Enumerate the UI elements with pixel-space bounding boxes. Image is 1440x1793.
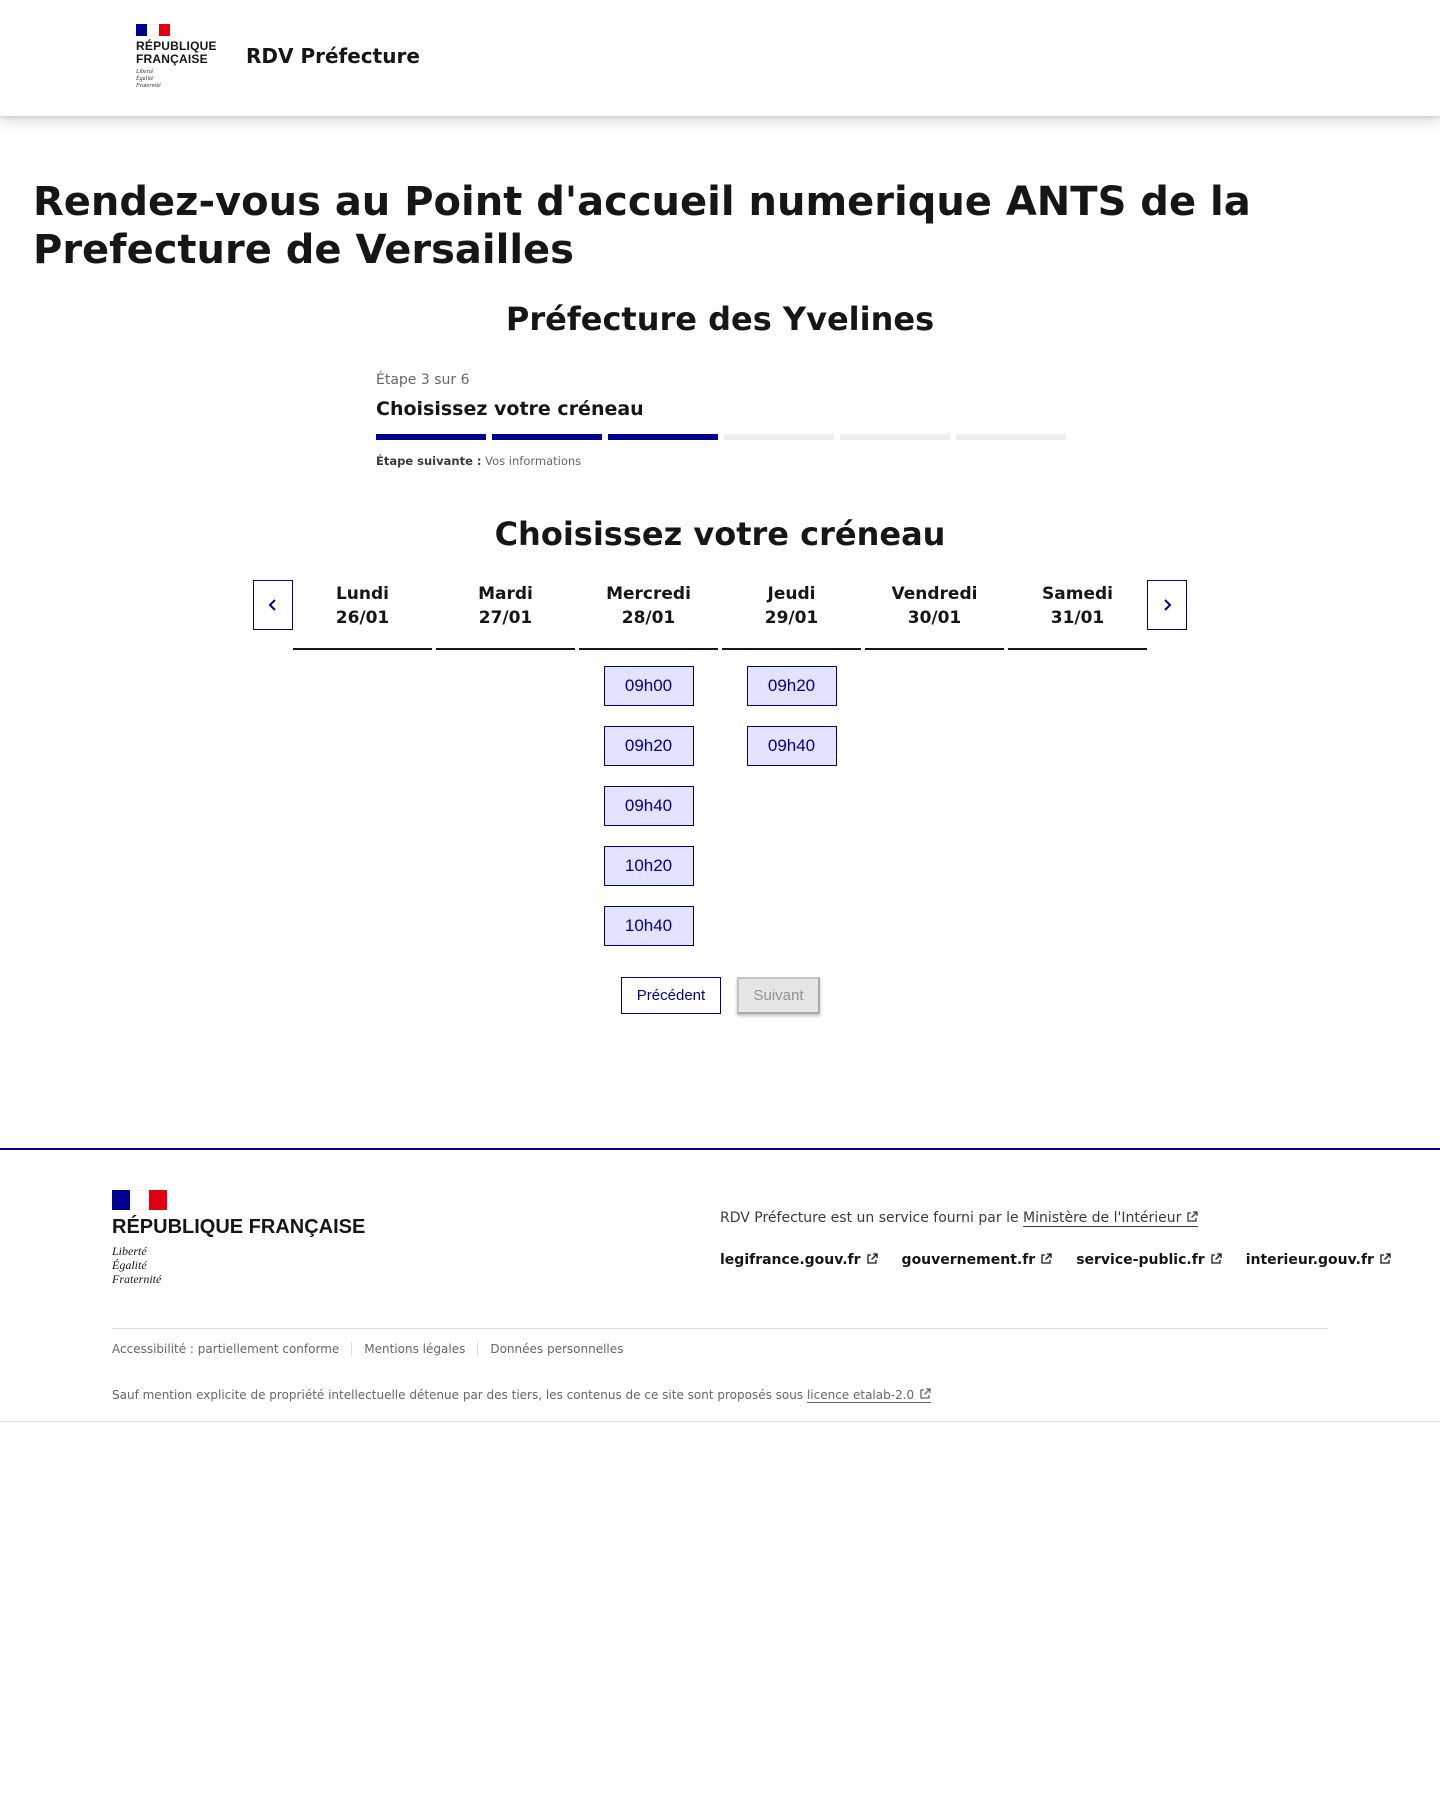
previous-button[interactable]: Précédent [621,977,721,1014]
footer-divider [112,1328,1328,1329]
day-date: 26/01 [335,608,390,628]
page-title: Rendez-vous au Point d'accueil numerique ANTS de la Prefecture de Versailles [33,179,1251,273]
day-column [436,580,575,946]
next-week-button[interactable] [1147,580,1187,630]
day-date: 28/01 [621,608,676,628]
time-slot-button[interactable]: 09h40 [604,786,694,826]
day-date: 27/01 [478,608,533,628]
external-link-icon [919,1388,931,1400]
day-column [1008,580,1147,946]
day-name: Mercredi [606,584,691,604]
step-title: Choisissez votre créneau [376,398,644,420]
footer-link[interactable]: service-public.fr [1076,1252,1221,1268]
republique-francaise-logo[interactable] [136,24,216,90]
time-slot-button[interactable]: 09h40 [747,726,837,766]
day-header [293,580,432,650]
service-name-link[interactable]: RDV Préfecture [246,44,420,68]
logo-motto: Liberté Égalité Fraternité [136,69,161,89]
footer-link[interactable]: interieur.gouv.fr [1246,1252,1391,1268]
footer-bottom-link[interactable]: Mentions légales [351,1342,477,1356]
footer-external-links [720,1252,1391,1268]
footer-republique-logo[interactable] [112,1190,365,1286]
footer-description-text: RDV Préfecture est un service fourni par le [720,1210,1019,1226]
day-header [436,580,575,650]
calendar-title: Choisissez votre créneau [494,515,946,553]
chevron-right-icon [1160,598,1174,612]
external-link-icon [1379,1253,1391,1265]
day-header [865,580,1004,650]
step-count: Étape 3 sur 6 [376,372,470,388]
day-column [722,580,861,946]
ministere-link[interactable]: Ministère de l'Intérieur [1023,1210,1198,1227]
time-slot-button[interactable]: 10h40 [604,906,694,946]
footer-license [112,1388,931,1402]
day-header [579,580,718,650]
next-step-value: Vos informations [485,454,582,468]
next-button[interactable]: Suivant [737,977,820,1014]
slot-list [579,666,718,946]
day-column [865,580,1004,946]
footer-link[interactable]: legifrance.gouv.fr [720,1252,878,1268]
time-slot-button[interactable]: 09h20 [604,726,694,766]
footer-bottom-link[interactable]: Données personnelles [477,1342,635,1356]
day-column [293,580,432,946]
day-name: Jeudi [767,584,816,604]
step-progress-bar [840,434,950,440]
calendar-days [293,580,1147,946]
site-footer [0,1148,1440,1422]
footer-bottom-links [112,1342,635,1356]
time-slot-button[interactable]: 09h00 [604,666,694,706]
chevron-left-icon [266,598,280,612]
external-link-icon [866,1253,878,1265]
step-progress-bar [608,434,718,440]
footer-link[interactable]: gouvernement.fr [902,1252,1053,1268]
external-link-icon [1210,1253,1222,1265]
step-progress-bar [492,434,602,440]
day-header [722,580,861,650]
license-link[interactable]: licence etalab-2.0 [807,1388,931,1403]
previous-week-button[interactable] [253,580,293,630]
step-progress-bar [376,434,486,440]
day-name: Vendredi [891,584,978,604]
footer-motto: Liberté Égalité Fraternité [112,1244,162,1286]
day-date: 30/01 [907,608,962,628]
day-name: Samedi [1042,584,1113,604]
step-progress-bars [376,434,1066,440]
day-header [1008,580,1147,650]
external-link-icon [1186,1211,1198,1223]
footer-bottom-link[interactable]: Accessibilité : partiellement conforme [112,1342,340,1356]
logo-republique-text: RÉPUBLIQUE FRANÇAISE [136,39,217,66]
step-progress-bar [956,434,1066,440]
next-step-label: Étape suivante : [376,454,482,468]
day-name: Lundi [335,584,390,604]
french-flag-icon [112,1190,167,1210]
stepper [376,372,1066,468]
site-header [0,0,1440,116]
time-slot-button[interactable]: 09h20 [747,666,837,706]
external-link-icon [1040,1253,1052,1265]
french-flag-icon [136,24,170,36]
step-progress-bar [724,434,834,440]
footer-description [720,1210,1198,1226]
prefecture-subtitle: Préfecture des Yvelines [505,300,935,338]
day-date: 31/01 [1050,608,1105,628]
slot-list [722,666,861,766]
next-step-info [376,454,1066,468]
day-name: Mardi [478,584,533,604]
day-column [579,580,718,946]
license-text: Sauf mention explicite de propriété intellectuelle détenue par des tiers, les contenus de ce site sont proposés sous [112,1388,804,1402]
time-slot-button[interactable]: 10h20 [604,846,694,886]
footer-republique-text: RÉPUBLIQUE FRANÇAISE [112,1216,366,1238]
day-date: 29/01 [764,608,819,628]
